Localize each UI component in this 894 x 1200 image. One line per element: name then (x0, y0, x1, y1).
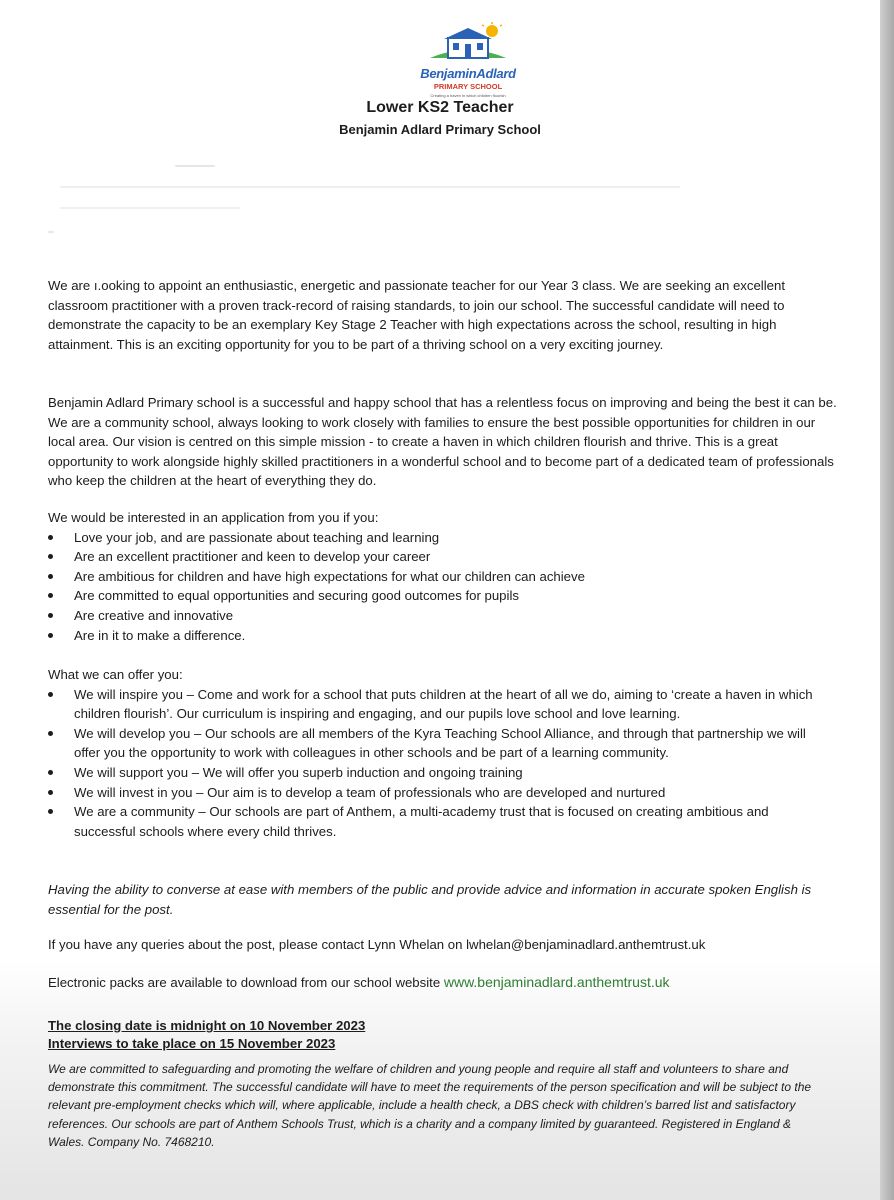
school-building-icon (400, 22, 536, 68)
closing-date: The closing date is midnight on 10 November 2023 (48, 1018, 366, 1033)
page-edge (880, 0, 894, 1200)
packs-text: Electronic packs are available to download from our school website (48, 975, 444, 990)
list-item: We will invest in you – Our aim is to develop a team of professionals who are developed and nurtured (48, 783, 830, 803)
interested-heading: We would be interested in an application from you if you: (48, 510, 379, 525)
interested-list (48, 528, 838, 646)
list-item: Are an excellent practitioner and keen to develop your career (48, 547, 838, 567)
school-logo (400, 22, 536, 100)
offer-heading: What we can offer you: (48, 667, 183, 682)
interested-section (48, 508, 838, 645)
list-item: Are creative and innovative (48, 606, 838, 626)
list-item: We will develop you – Our schools are all members of the Kyra Teaching School Alliance, and through that partnership we will offer you the opportunity to work with colleagues in other schools and be part of a learning community. (48, 724, 830, 763)
blurred-redaction (175, 165, 215, 167)
blurred-redaction (60, 207, 240, 209)
intro-paragraph-1: We are ı.ooking to appoint an enthusiastic, energetic and passionate teacher for our Year 3 class. We are seeking an excellent classroom practitioner with a proven track-record of raising standards, to join our school. The successful candidate will need to demonstrate the capacity to be an exemplary Key Stage 2 Teacher with high expectations across the school, resulting in high attainment. This is an exciting opportunity for you to be part of a thriving school on a very exciting journey. (48, 278, 786, 352)
logo-tagline: Creating a haven in which children flourish (430, 93, 506, 98)
list-item: Are committed to equal opportunities and securing good outcomes for pupils (48, 586, 838, 606)
safeguarding-statement: We are committed to safeguarding and promoting the welfare of children and young people and require all staff and volunteers to share and demonstrate this commitment. The successful candidate will have to meet the requirements of the person specification and will be subject to the relevant pre-employment checks which will, where applicable, include a health check, a DBS check with children’s barred list and satisfactory references. Our schools are part of Anthem Schools Trust, which is a charity and a company limited by guaranteed. Registered in England & Wales. Company No. 7468210. (48, 1062, 812, 1149)
intro-paragraph-2: Benjamin Adlard Primary school is a successful and happy school that has a relentless focus on improving and being the best it can be. We are a community school, always looking to work closely with families to ensure the best possible opportunities for children in our local area. Our vision is centred on this simple mission - to create a haven in which children flourish and thrive. This is a great opportunity to work alongside highly skilled practitioners in a wonderful school and to become part of a dedicated team of professionals who keep the children at the heart of everything they do. (48, 395, 837, 489)
list-item: Are ambitious for children and have high expectations for what our children can achieve (48, 567, 838, 587)
list-item: Love your job, and are passionate about teaching and learning (48, 528, 838, 548)
list-item: We will inspire you – Come and work for a school that puts children at the heart of all we do, aiming to ‘create a haven in which children flourish’. Our curriculum is inspiring and engaging, and our pupils love school and love learning. (48, 685, 830, 724)
spoken-english-requirement: Having the ability to converse at ease with members of the public and provide advice and information in accurate spoken English is essential for the post. (48, 882, 812, 917)
interview-date: Interviews to take place on 15 November 2023 (48, 1036, 336, 1051)
list-item: We will support you – We will offer you superb induction and ongoing training (48, 763, 830, 783)
blurred-redaction (60, 186, 680, 188)
list-item: Are in it to make a difference. (48, 626, 838, 646)
list-item: We are a community – Our schools are part of Anthem, a multi-academy trust that is focused on creating ambitious and successful schools where every child thrives. (48, 802, 830, 841)
packs-line (48, 973, 838, 993)
blurred-redaction (48, 231, 54, 233)
school-name: Benjamin Adlard Primary School (339, 122, 541, 137)
contact-line: If you have any queries about the post, please contact Lynn Whelan on lwhelan@benjaminadlard.anthemtrust.uk (48, 937, 706, 952)
school-website-link[interactable]: www.benjaminadlard.anthemtrust.uk (443, 974, 670, 990)
job-title: Lower KS2 Teacher (366, 99, 514, 116)
logo-subtitle: PRIMARY SCHOOL (433, 82, 503, 91)
offer-list (48, 685, 830, 842)
offer-section (48, 665, 830, 841)
logo-school-name: BenjaminAdlard (420, 66, 516, 81)
